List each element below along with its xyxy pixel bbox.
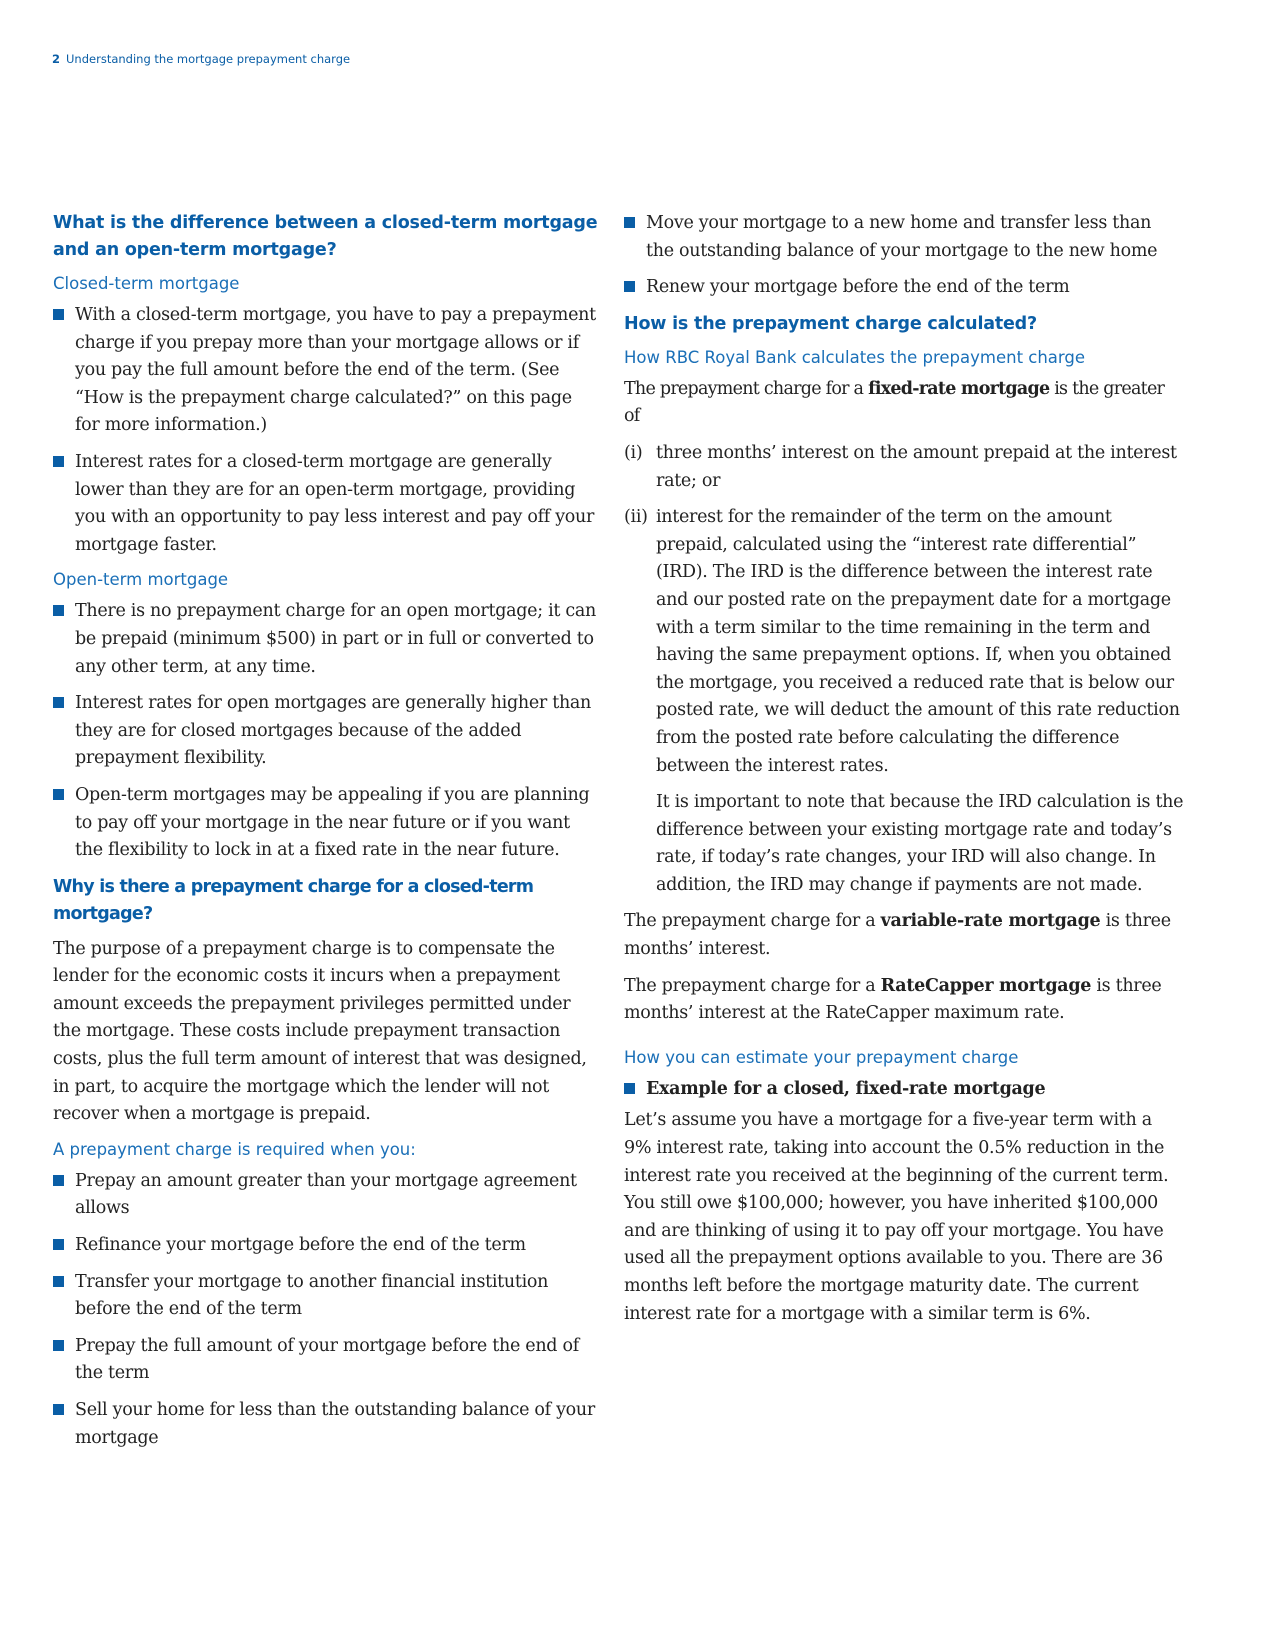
list-item [53,1168,598,1223]
square-bullet-icon [53,1404,64,1415]
running-header [52,52,350,66]
subheading-closed-term: Closed-term mortgage [53,274,240,293]
subheading-estimate: How you can estimate your prepayment charge [624,1047,1019,1067]
square-bullet-icon [53,1340,64,1351]
fixed-rate-intro [624,376,1184,431]
list-item-text: With a closed-term mortgage, you have to pay a prepayment charge if you prepay more than your mortgage allows or if you pay the full amount before the end of the term. (See “How is the prepayment charge calculated?” on this page for more information.) [75,305,596,436]
list-item-text: Open-term mortgages may be appealing if you are planning to pay off your mortgage in the near future or if you want the flexibility to lock in at a fixed rate in the near future. [75,784,590,861]
example-title: Example for a closed, fixed-rate mortgage [646,1078,1046,1099]
heading-why-prepayment-charge: Why is there a prepayment charge for a closed-term mortgage? [53,876,534,924]
text-run: The prepayment charge for a [624,911,881,932]
list-item-text: Prepay the full amount of your mortgage before the end of the term [75,1335,579,1384]
list-item [53,782,598,865]
text-run: is three months’ interest at the RateCapper maximum rate. [624,975,1162,1024]
list-item [53,1333,598,1388]
bold-term: variable-rate mortgage [880,911,1101,932]
open-term-list [53,598,598,864]
text-run: is the greater of [624,378,1165,427]
list-item [53,1397,598,1452]
list-number: (ii) [624,507,648,528]
bold-term: fixed-rate mortgage [868,378,1050,399]
square-bullet-icon [53,1276,64,1287]
square-bullet-icon [53,789,64,800]
list-item [53,449,598,559]
list-item [624,440,1184,495]
text-run: The prepayment charge for a [624,975,881,996]
heading-difference-line1: What is the difference between a closed-term mortgage [53,213,598,233]
list-item [53,302,598,440]
fixed-rate-options-list [624,440,1184,900]
list-item [624,210,1184,265]
ratecapper-paragraph [624,973,1184,1028]
square-bullet-icon [624,281,635,292]
bold-term: RateCapper mortgage [880,975,1092,996]
square-bullet-icon [53,697,64,708]
variable-rate-paragraph [624,908,1184,963]
text-run: The prepayment charge for a [624,378,869,399]
list-item-text: Sell your home for less than the outstanding balance of your mortgage [75,1400,595,1448]
right-column [624,210,1184,1337]
charge-required-list-continued [624,210,1184,302]
list-item [53,1232,598,1260]
list-item-text: Interest rates for open mortgages are generally higher than they are for closed mortgages because of the added prepayment flexibility. [75,693,592,769]
square-bullet-icon [624,1083,635,1094]
example-paragraph: Let’s assume you have a mortgage for a five-year term with a 9% interest rate, taking into account the 0.5% reduction in the interest rate you received at the beginning of the current term. You still owe $100,000; however, you have inherited $100,000 and are thinking of using it to pay off your mortgage. You have used all the prepayment options available to you. There are 36 months left before the mortgage maturity date. The current interest rate for a mortgage with a similar term is 6%. [624,1110,1169,1324]
square-bullet-icon [53,309,64,320]
list-item [624,504,1184,899]
square-bullet-icon [624,217,635,228]
square-bullet-icon [53,456,64,467]
heading-difference-line2: and an open-term mortgage? [53,240,337,260]
charge-required-list [53,1168,598,1452]
square-bullet-icon [53,1175,64,1186]
closed-term-list [53,302,598,559]
list-item-text: Prepay an amount greater than your mortgage agreement allows [75,1170,577,1219]
heading-difference [53,210,598,264]
why-paragraph: The purpose of a prepayment charge is to compensate the lender for the economic costs it incurs when a prepayment amount exceeds the prepayment privileges permitted under the mortgage. These costs include prepayment transaction costs, plus the full term amount of interest that was designed, in part, to acquire the mortgage which the lender will not recover when a mortgage is prepaid. [53,938,587,1125]
square-bullet-icon [53,1239,64,1250]
running-title: Understanding the mortgage prepayment charge [66,52,351,66]
square-bullet-icon [53,605,64,616]
list-number: (i) [624,442,643,463]
list-item-text: Interest rates for a closed-term mortgage are generally lower than they are for an open-term mortgage, providing you with an opportunity to pay less interest and pay off your mortgage faster. [75,451,595,555]
text-run: is three months’ interest. [624,911,1171,960]
example-list [624,1076,1184,1104]
list-item-text: There is no prepayment charge for an open mortgage; it can be prepaid (minimum $500) in part or in full or converted to any other term, at any time. [75,601,596,677]
list-item [53,1269,598,1324]
list-item [53,690,598,773]
left-column [53,210,598,1461]
subheading-open-term: Open-term mortgage [53,570,229,590]
list-item-text: three months’ interest on the amount prepaid at the interest rate; or [656,442,1177,491]
list-item [624,1076,1184,1104]
list-item-text: Renew your mortgage before the end of the term [646,277,1070,298]
list-item-text: interest for the remainder of the term on the amount prepaid, calculated using the “interest rate differential” (IRD). The IRD is the difference between the interest rate and our posted rate on the prepayment date for a mortgage with a term similar to the time remaining in the term and having the same prepayment options. If, when you obtained the mortgage, you received a reduced rate that is below our posted rate, we will deduct the amount of this rate reduction from the posted rate before calculating the difference between the interest rates. [656,507,1180,776]
subheading-rbc-calculation: How RBC Royal Bank calculates the prepayment charge [624,347,1086,367]
subheading-charge-required: A prepayment charge is required when you: [53,1139,416,1159]
list-item-text: Transfer your mortgage to another financial institution before the end of the term [75,1271,549,1320]
list-item-text: Refinance your mortgage before the end of the term [75,1235,526,1256]
page-number: 2 [52,52,61,66]
ird-note: It is important to note that because the IRD calculation is the difference between your existing mortgage rate and today’s rate, if today’s rate changes, your IRD will also change. In addition, the IRD may change if payments are not made. [656,792,1184,895]
heading-how-calculated: How is the prepayment charge calculated? [624,313,1037,334]
list-item [624,274,1184,302]
list-item [53,598,598,681]
list-item-text: Move your mortgage to a new home and transfer less than the outstanding balance of your mortgage to the new home [646,213,1158,261]
